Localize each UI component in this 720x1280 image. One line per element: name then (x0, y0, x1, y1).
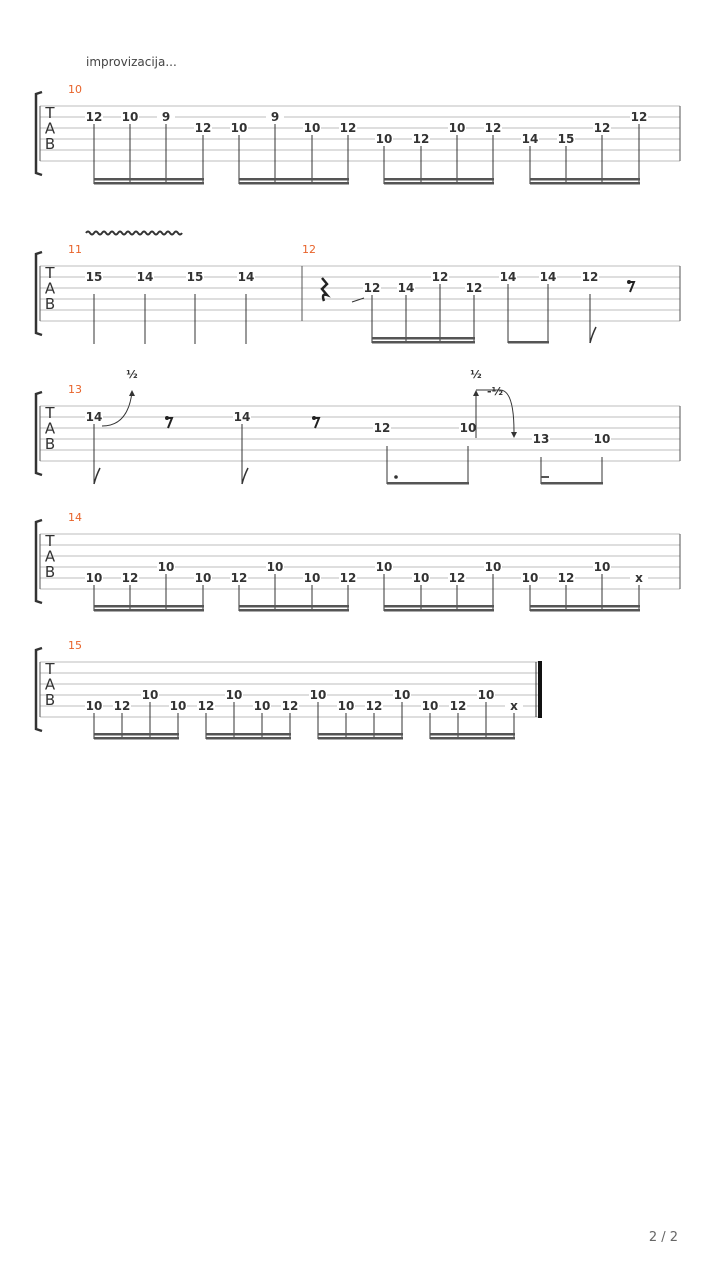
note-beam (430, 737, 515, 740)
fret-number: 12 (121, 571, 139, 585)
eighth-rest-dot (627, 280, 631, 284)
fret-number: 10 (266, 560, 284, 574)
note-beam (530, 182, 640, 185)
tab-clef-letter: T (45, 532, 55, 550)
fret-number: 10 (337, 699, 355, 713)
fret-number: 10 (85, 571, 103, 585)
measure-number: 15 (68, 639, 82, 652)
measure-number: 13 (68, 383, 82, 396)
fret-number: 15 (85, 270, 103, 284)
release-arrow (511, 432, 517, 438)
bend-arrow (473, 390, 479, 396)
fret-number: 10 (375, 560, 393, 574)
release-label: -½ (487, 385, 503, 398)
tab-clef-letter: B (44, 135, 56, 153)
fret-number: 12 (197, 699, 215, 713)
note-beam (541, 482, 603, 485)
system-bracket (36, 520, 42, 603)
fret-number: 12 (630, 110, 648, 124)
fret-number: 12 (281, 699, 299, 713)
eighth-flag (242, 468, 248, 484)
fret-number: 10 (303, 121, 321, 135)
fret-number: 12 (113, 699, 131, 713)
fret-number: 10 (521, 571, 539, 585)
tab-clef-letter: T (45, 264, 55, 282)
tab-clef-letter: T (45, 404, 55, 422)
note-beam (387, 482, 469, 485)
note-beam (530, 178, 640, 181)
tab-clef-letter: T (45, 104, 55, 122)
tab-clef-letter: B (44, 295, 56, 313)
note-beam (94, 609, 204, 612)
tab-clef-letter: T (45, 660, 55, 678)
quarter-rest (322, 278, 327, 301)
tab-clef-letter: A (44, 675, 56, 694)
fret-number: 10 (477, 688, 495, 702)
page-number: 2 / 2 (648, 1230, 678, 1245)
tab-clef-letter: A (44, 419, 56, 438)
note-beam (318, 733, 403, 736)
eighth-flag (94, 468, 100, 484)
bend-label: ½ (470, 368, 482, 381)
tab-clef-letter: B (44, 435, 56, 453)
note-beam (94, 605, 204, 608)
fret-number: 12 (194, 121, 212, 135)
fret-number: 12 (339, 571, 357, 585)
measure-number: 10 (68, 83, 82, 96)
system-bracket (36, 392, 42, 475)
fret-number: 10 (253, 699, 271, 713)
bend-curve (102, 392, 132, 426)
fret-number: 10 (121, 110, 139, 124)
fret-number: 14 (539, 270, 557, 284)
fret-number: 12 (557, 571, 575, 585)
fret-number: 10 (194, 571, 212, 585)
bend-label: ½ (126, 368, 138, 381)
note-beam (372, 341, 475, 344)
fret-number: 9 (270, 110, 280, 124)
fret-number: 10 (141, 688, 159, 702)
fret-number: 10 (593, 560, 611, 574)
fret-number: 14 (233, 410, 251, 424)
eighth-flag (590, 327, 596, 343)
note-beam (94, 182, 204, 185)
note-beam (94, 733, 179, 736)
measure-number: 12 (302, 243, 316, 256)
note-beam (530, 609, 640, 612)
fret-number: 10 (412, 571, 430, 585)
system-bracket (36, 252, 42, 335)
fret-number: 10 (448, 121, 466, 135)
note-beam (239, 178, 349, 181)
measure-number: 14 (68, 511, 82, 524)
note-beam (384, 182, 494, 185)
fret-number: 12 (593, 121, 611, 135)
fret-number: 15 (186, 270, 204, 284)
fret-number: 10 (375, 132, 393, 146)
fret-number: 14 (85, 410, 103, 424)
note-beam (206, 733, 291, 736)
fret-number: 12 (484, 121, 502, 135)
fret-number: 15 (557, 132, 575, 146)
fret-number: 10 (459, 421, 477, 435)
note-beam (384, 609, 494, 612)
fret-number: 12 (230, 571, 248, 585)
vibrato-mark (86, 232, 182, 235)
note-beam (94, 737, 179, 740)
fret-number: 14 (397, 281, 415, 295)
note-beam (239, 609, 349, 612)
fret-number: x (510, 699, 518, 713)
system-bracket (36, 648, 42, 731)
fret-number: 13 (532, 432, 550, 446)
measure-number: 11 (68, 243, 82, 256)
tab-clef-letter: A (44, 547, 56, 566)
fret-number: 14 (521, 132, 539, 146)
note-beam (94, 178, 204, 181)
fret-number: 12 (412, 132, 430, 146)
note-beam (239, 605, 349, 608)
fret-number: 10 (309, 688, 327, 702)
fret-number: 10 (484, 560, 502, 574)
fret-number: 10 (85, 699, 103, 713)
bend-arrow (129, 390, 135, 396)
fret-number: 10 (225, 688, 243, 702)
system-bracket (36, 92, 42, 175)
fret-number: 9 (161, 110, 171, 124)
tab-clef-letter: A (44, 119, 56, 138)
note-beam (206, 737, 291, 740)
note-beam (318, 737, 403, 740)
eighth-rest-dot (165, 416, 169, 420)
fret-number: 12 (431, 270, 449, 284)
eighth-rest-dot (312, 416, 316, 420)
fret-number: 12 (581, 270, 599, 284)
fret-number: 12 (465, 281, 483, 295)
fret-number: 14 (136, 270, 154, 284)
tab-clef-letter: A (44, 279, 56, 298)
fret-number: 10 (421, 699, 439, 713)
note-beam (530, 605, 640, 608)
fret-number: 12 (363, 281, 381, 295)
fret-number: 12 (365, 699, 383, 713)
note-beam (384, 178, 494, 181)
fret-number: 12 (85, 110, 103, 124)
note-beam (430, 733, 515, 736)
fret-number: 12 (449, 699, 467, 713)
fret-number: x (635, 571, 643, 585)
dot (394, 475, 398, 479)
fret-number: 12 (448, 571, 466, 585)
fret-number: 10 (393, 688, 411, 702)
fret-number: 14 (499, 270, 517, 284)
note-beam (508, 341, 549, 344)
fret-number: 10 (169, 699, 187, 713)
fret-number: 14 (237, 270, 255, 284)
tab-clef-letter: B (44, 691, 56, 709)
note-beam (239, 182, 349, 185)
fret-number: 12 (339, 121, 357, 135)
fret-number: 10 (157, 560, 175, 574)
tab-clef-letter: B (44, 563, 56, 581)
partial-beam (541, 476, 549, 478)
fret-number: 10 (303, 571, 321, 585)
note-beam (372, 337, 475, 340)
fret-number: 10 (593, 432, 611, 446)
fret-number: 12 (373, 421, 391, 435)
annotation-text: improvizacija... (86, 55, 177, 69)
fret-number: 10 (230, 121, 248, 135)
note-beam (384, 605, 494, 608)
